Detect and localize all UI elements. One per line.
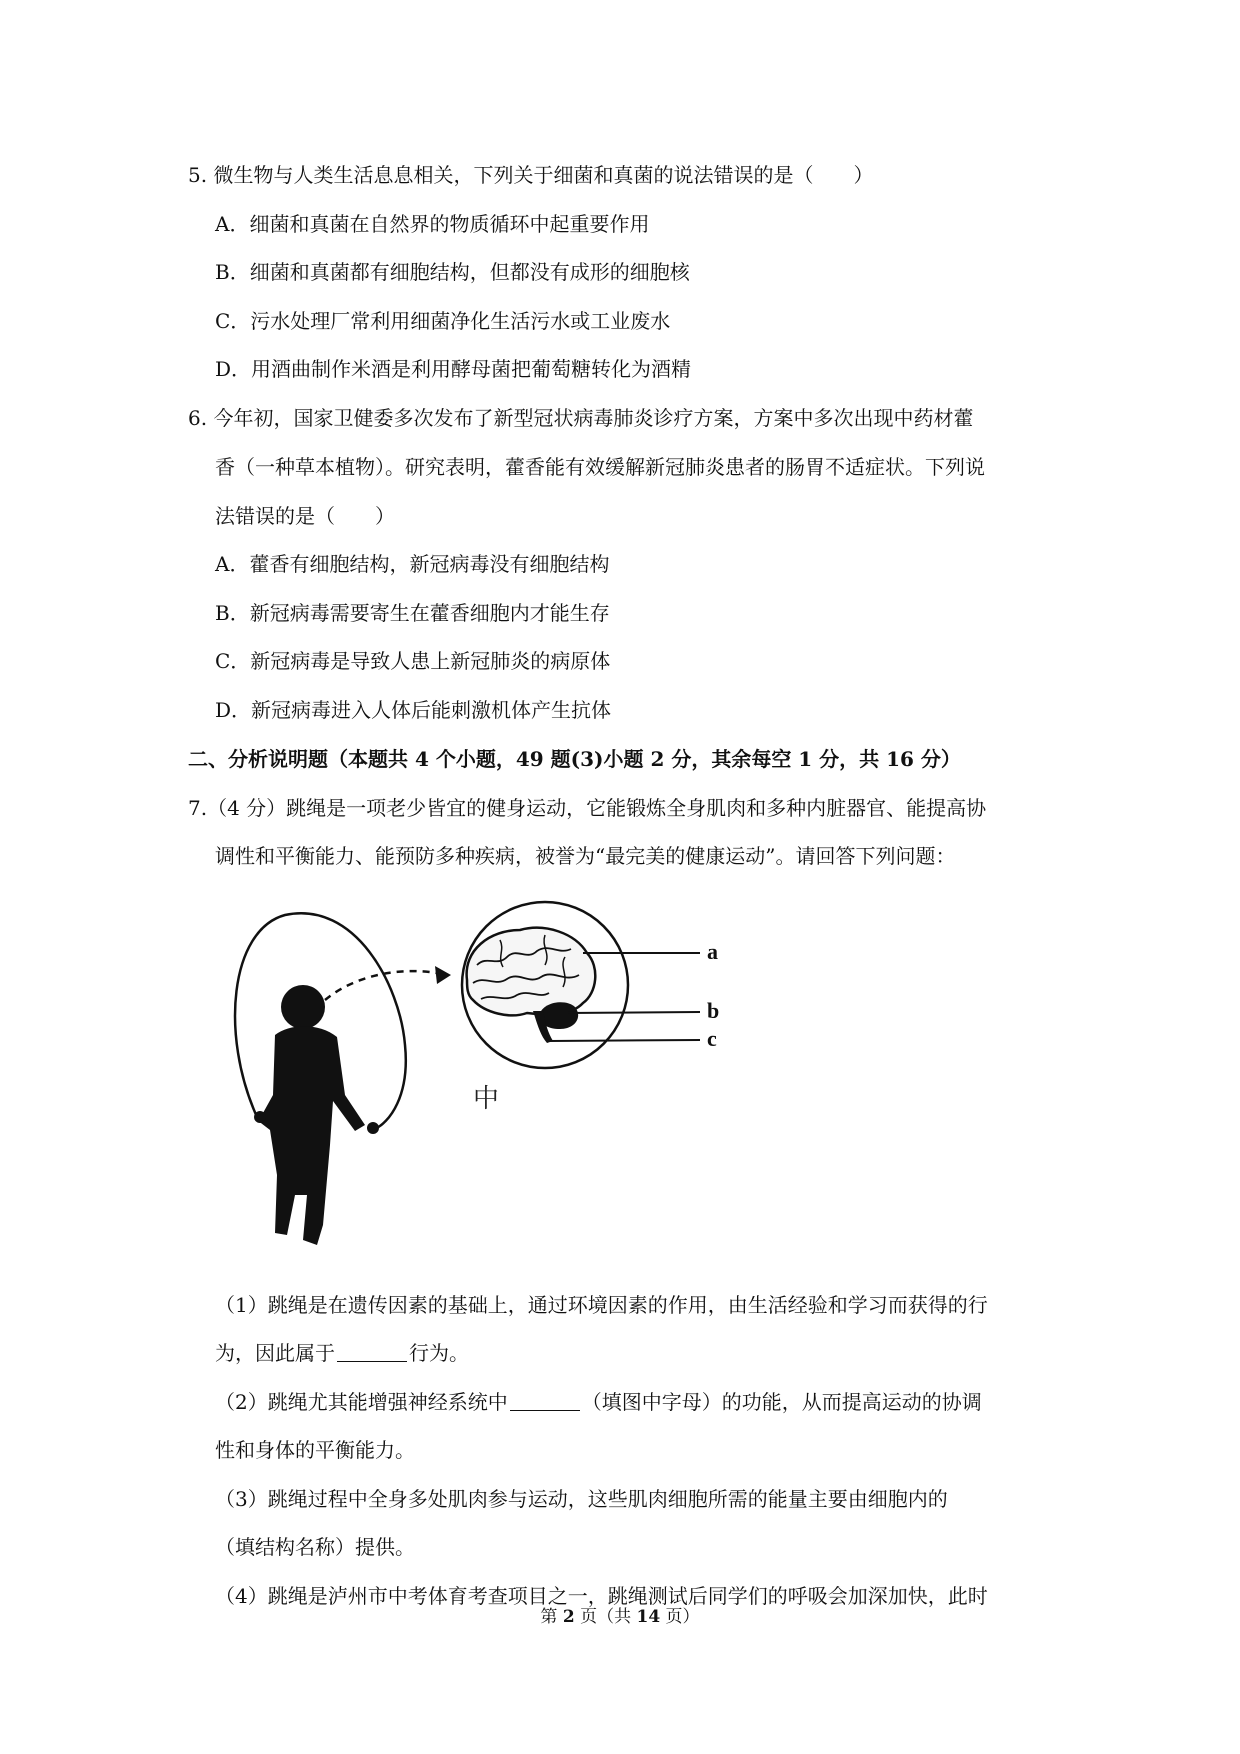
q7-sub1-line1: （1）跳绳是在遗传因素的基础上，通过环境因素的作用，由生活经验和学习而获得的行: [215, 1293, 988, 1317]
q5-stem: 5. 微生物与人类生活息息相关，下列关于细菌和真菌的说法错误的是（ ）: [188, 163, 874, 187]
section-2-title: 二、分析说明题（本题共 4 个小题，49 题(3)小题 2 分，其余每空 1 分，共 16 分）: [188, 747, 961, 771]
q5-option-c: C．污水处理厂常利用细菌净化生活污水或工业废水: [215, 309, 671, 333]
q5-option-d: D．用酒曲制作米酒是利用酵母菌把葡萄糖转化为酒精: [215, 357, 692, 381]
dashed-arrow: [325, 971, 437, 1000]
q6-option-a: A．藿香有细胞结构，新冠病毒没有细胞结构: [215, 552, 610, 576]
q6-option-b: B．新冠病毒需要寄生在藿香细胞内才能生存: [215, 601, 610, 625]
page-footer: 第 2 页（共 14 页）: [540, 1607, 700, 1627]
label-a: a: [707, 939, 718, 964]
q6-option-d: D．新冠病毒进入人体后能刺激机体产生抗体: [215, 698, 612, 722]
q7-stem-line2: 调性和平衡能力、能预防多种疾病，被誉为“最完美的健康运动”。请回答下列问题：: [215, 844, 956, 868]
q7-sub2-line2: 性和身体的平衡能力。: [215, 1438, 415, 1462]
jump-rope-brain-figure: [215, 895, 805, 1270]
q6-stem-line3: 法错误的是（ ）: [215, 504, 395, 528]
answer-blank-1[interactable]: [337, 1343, 407, 1362]
q6-stem-line1: 6. 今年初，国家卫健委多次发布了新型冠状病毒肺炎诊疗方案，方案中多次出现中药材藿: [188, 406, 974, 430]
q6-stem-line2: 香（一种草本植物）。研究表明，藿香能有效缓解新冠肺炎患者的肠胃不适症状。下列说: [215, 455, 985, 479]
page-number: 2: [562, 1607, 575, 1627]
q6-option-c: C．新冠病毒是导致人患上新冠肺炎的病原体: [215, 649, 611, 673]
jumper-silhouette: [257, 985, 365, 1245]
q7-sub2-line1: （2）跳绳尤其能增强神经系统中 （填图中字母）的功能，从而提高运动的协调: [215, 1390, 982, 1414]
q5-option-b: B．细菌和真菌都有细胞结构，但都没有成形的细胞核: [215, 260, 690, 284]
q7-sub3-line1: （3）跳绳过程中全身多处肌肉参与运动，这些肌肉细胞所需的能量主要由细胞内的: [215, 1487, 948, 1511]
q7-sub4-line1: （4）跳绳是泸州市中考体育考查项目之一，跳绳测试后同学们的呼吸会加深加快，此时: [215, 1584, 988, 1608]
answer-blank-2[interactable]: [510, 1392, 580, 1411]
figure-mark: 中: [473, 1084, 500, 1114]
brain-icon: [467, 928, 596, 1043]
page-total: 14: [636, 1607, 661, 1627]
arrow-head-icon: [435, 966, 451, 984]
label-c: c: [707, 1026, 717, 1051]
q7-sub3-line2: （填结构名称）提供。: [215, 1535, 415, 1559]
q7-stem-line1: 7.（4 分）跳绳是一项老少皆宜的健身运动，它能锻炼全身肌肉和多种内脏器官、能提高协: [188, 796, 987, 820]
q5-option-a: A．细菌和真菌在自然界的物质循环中起重要作用: [215, 212, 650, 236]
q7-sub1-line2: 为，因此属于 行为。: [215, 1341, 469, 1365]
label-b: b: [707, 998, 720, 1023]
